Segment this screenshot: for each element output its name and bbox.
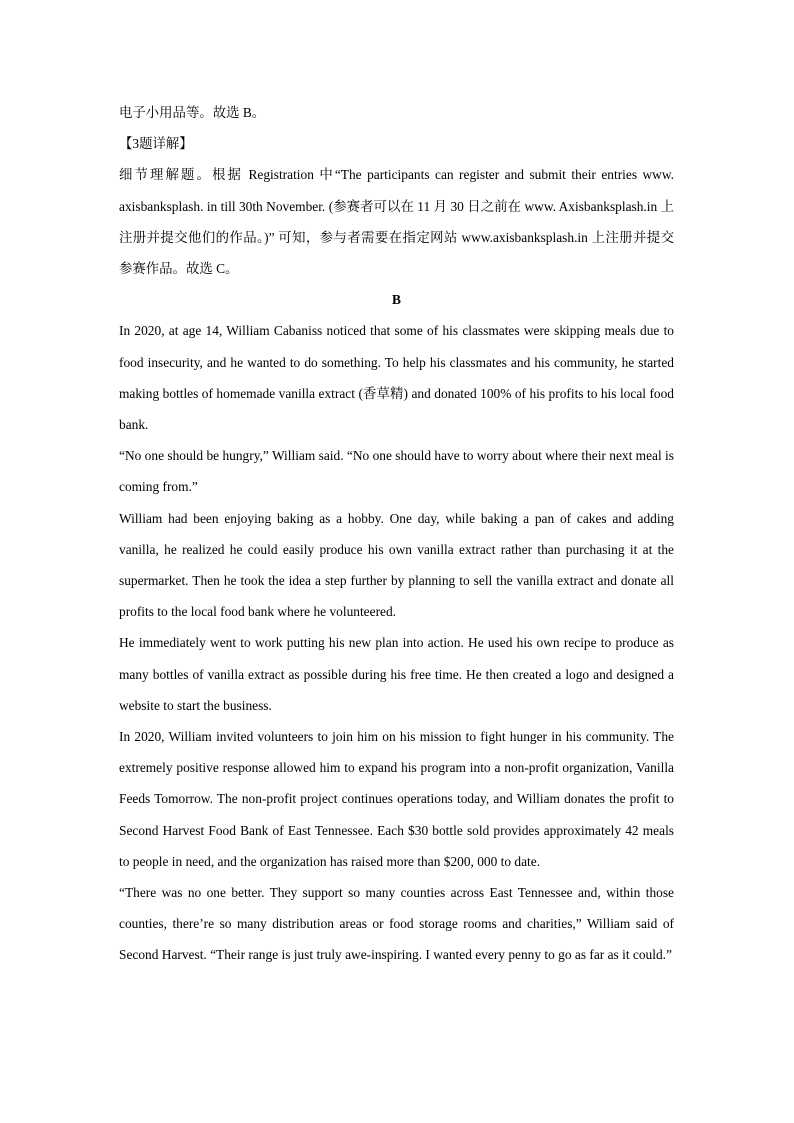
answer-line: 电子小用品等。故选 B。 <box>119 105 266 120</box>
passage-paragraph: “No one should be hungry,” William said. “No one should have to worry about where their next meal is coming from.” <box>119 448 674 495</box>
document-body <box>119 97 674 971</box>
explanation-paragraph: 细节理解题。根据 Registration 中“The participants can register and submit their entries www. axisbanksplash. in till 30th November. (参赛者可以在 11 月 30 日之前在 www. Axisbanksplash.in 上注册并提交他们的作品。)” 可知，参与者需要在指定网站 www.axisbanksplash.in 上注册并提交参赛作品。故选 C。 <box>119 167 674 277</box>
passage-paragraph: He immediately went to work putting his new plan into action. He used his own recipe to produce as many bottles of vanilla extract as possible during his free time. He then created a logo and designed a website to start the business. <box>119 635 674 713</box>
passage-paragraph: “There was no one better. They support so many counties across East Tennessee and, within those counties, there’re so many distribution areas or food storage rooms and charities,” William said of Second Harvest. “Their range is just truly awe-inspiring. I wanted every penny to go as far as it could.” <box>119 885 674 963</box>
passage-paragraph: William had been enjoying baking as a hobby. One day, while baking a pan of cakes and adding vanilla, he realized he could easily produce his own vanilla extract rather than purchasing it at the supermarket. Then he took the idea a step further by planning to sell the vanilla extract and donate all profits to the local food bank where he volunteered. <box>119 510 674 620</box>
passage-paragraph: In 2020, William invited volunteers to join him on his mission to fight hunger in his community. The extremely positive response allowed him to expand his program into a non-profit organization, Vanilla Feeds Tomorrow. The non-profit project continues operations today, and William donates the profit to Second Harvest Food Bank of East Tennessee. Each $30 bottle sold provides approximately 42 meals to people in need, and the organization has raised more than $200, 000 to date. <box>119 729 674 869</box>
passage-title: B <box>392 292 401 308</box>
section-label: 【3题详解】 <box>119 136 193 152</box>
passage-paragraph: In 2020, at age 14, William Cabaniss noticed that some of his classmates were skipping meals due to food insecurity, and he wanted to do something. To help his classmates and his community, he started making bottles of homemade vanilla extract (香草精) and donated 100% of his profits to his local food bank. <box>119 323 674 433</box>
